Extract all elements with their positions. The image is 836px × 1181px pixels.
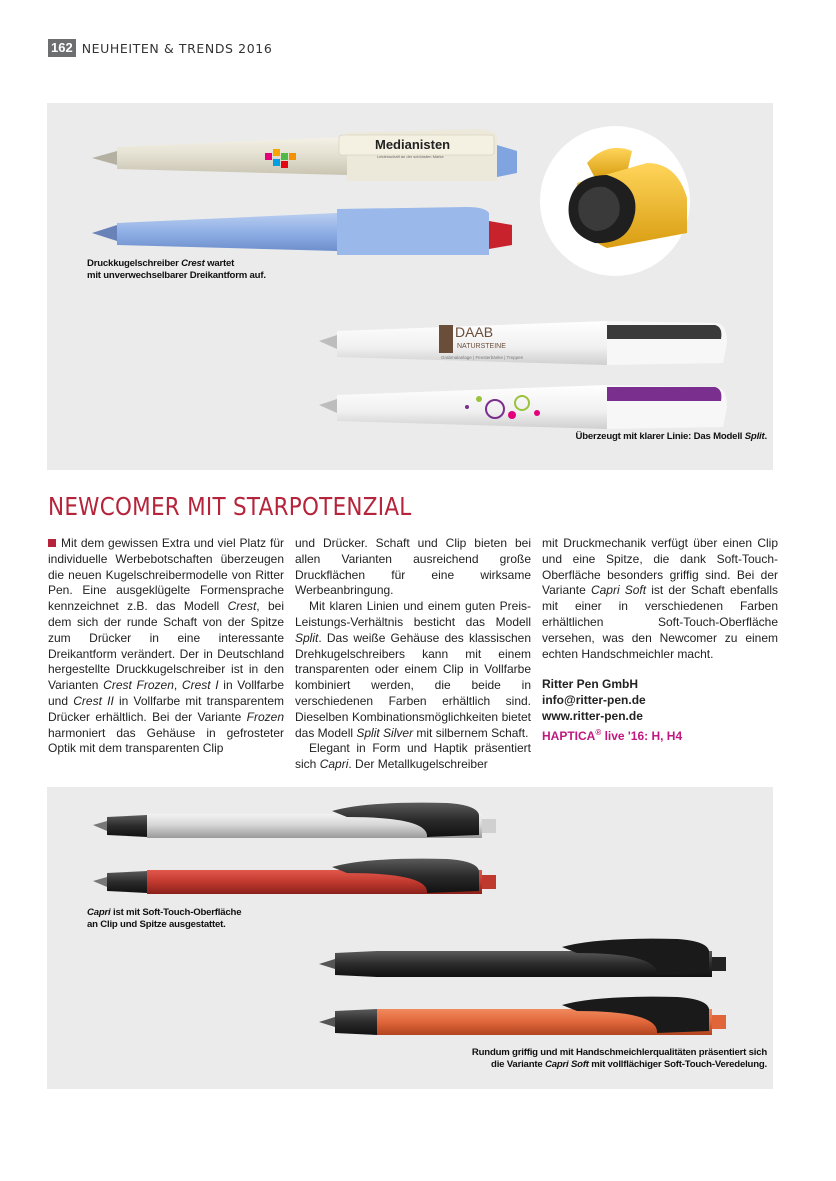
pen3-detail-text: Grabmalanlage | Fensterbänke | Treppen [441,355,524,360]
article-column-3 [542,536,778,745]
col1-paragraph: Mit dem gewissen Extra und viel Platz für individuelle Werbebotschaften überzeugen die neuen Kugelschreibermodelle von Ritter Pen. Eine ausgeklügelte Formensprache kennzeichnet z.B. das Modell Crest, bei dem sich der runde Schaft von der Spitze zum Drücker in eine interessante Dreikantform verändert. Der in Deutschland hergestellte Druckkugelschreiber ist in den Varianten Crest Frozen, Crest I in Vollfarbe und Crest II in Vollfarbe mit transparentem Drücker erhältlich. Bei der Variante Frozen harmoniert das Gehäuse in gefrosteter Optik mit dem transparenten Clip [48,536,285,756]
pen-illustrations-top [47,103,773,470]
caption-capri-soft: Rundum griffig und mit Handschmeichlerqualitäten präsentiert sich die Variante Capri Soft mit vollflächiger Soft-Touch-Veredelung. [471,1047,767,1070]
website-link[interactable]: www.ritter-pen.de [542,708,643,723]
product-panel-top [47,103,773,470]
pen-illustrations-bottom [47,787,773,1089]
article-column-1 [48,536,284,757]
email-link[interactable]: info@ritter-pen.de [542,693,646,708]
col3-paragraph: mit Druckmechanik verfügt über einen Clip und eine Spitze, die dank Soft-Touch-Oberfläche besonders griffig sind. Bei der Variante Capri Soft ist der Schaft ebenfalls mit einer in verschiedenen Farben erhältlichen Soft-Touch-Oberfläche versehen, was den Newcomer zu einem echten Handschmeichler macht. [542,536,779,661]
pen3-brand-text: DAAB [455,324,494,340]
pen-capri-soft-black [319,939,726,977]
pen-capri-soft-orange [319,997,726,1035]
pen-crest-cream [92,129,517,181]
pen-capri-red [93,859,496,894]
crest-detail-zoom [540,126,690,276]
product-panel-bottom [47,787,773,1089]
col2-paragraph-3: Elegant in Form und Haptik präsentiert sich Capri. Der Metallkugelschreiber [295,741,531,772]
pen3-sub-text: NATURSTEINE [457,343,506,350]
page-number: 162 [48,39,76,57]
section-title: NEUHEITEN & TRENDS 2016 [81,40,273,56]
col2-paragraph-2: Mit klaren Linien und einem guten Preis-Leistungs-Verhältnis besticht das Modell Split. Das weiße Gehäuse des klassischen Drehkugelschreibers kann mit einem transparenten oder einem Clip in Vollfarbe kombiniert werden, die beide in verschiedenen Farben erhältlich sind. Dieselben Kombinationsmöglichkeiten bietet das Modell Split Silver mit silbernem Schaft. [295,599,531,740]
pen-crest-blue [92,207,512,255]
pen-split-purple [319,385,727,429]
caption-crest: Druckkugelschreiber Crest wartet mit unverwechselbarer Dreikantform auf. [87,258,266,281]
haptica-booth: HAPTICA® live '16: H, H4 [542,727,683,743]
bullet-marker [48,539,56,547]
caption-split: Überzeugt mit klarer Linie: Das Modell Split. [575,431,767,442]
article-column-2 [295,536,531,773]
caption-capri: Capri ist mit Soft-Touch-Oberfläche an Clip und Spitze ausgestattet. [87,907,242,930]
pen-capri-silver [93,803,496,838]
contact-block [542,677,778,744]
article-headline: NEWCOMER MIT STARPOTENZIAL [48,492,412,521]
col2-paragraph-1: und Drücker. Schaft und Clip bieten bei allen Varianten ausreichend große Druckflächen für eine wirksame Werbeanbringung. [295,536,531,598]
pen1-tagline-text: Leidenschaft an der schönsten Marke [377,154,444,159]
company-name: Ritter Pen GmbH [542,677,639,692]
pen1-brand-text: Medianisten [375,137,451,152]
pen-split-black [319,321,727,365]
page-header [48,38,272,58]
